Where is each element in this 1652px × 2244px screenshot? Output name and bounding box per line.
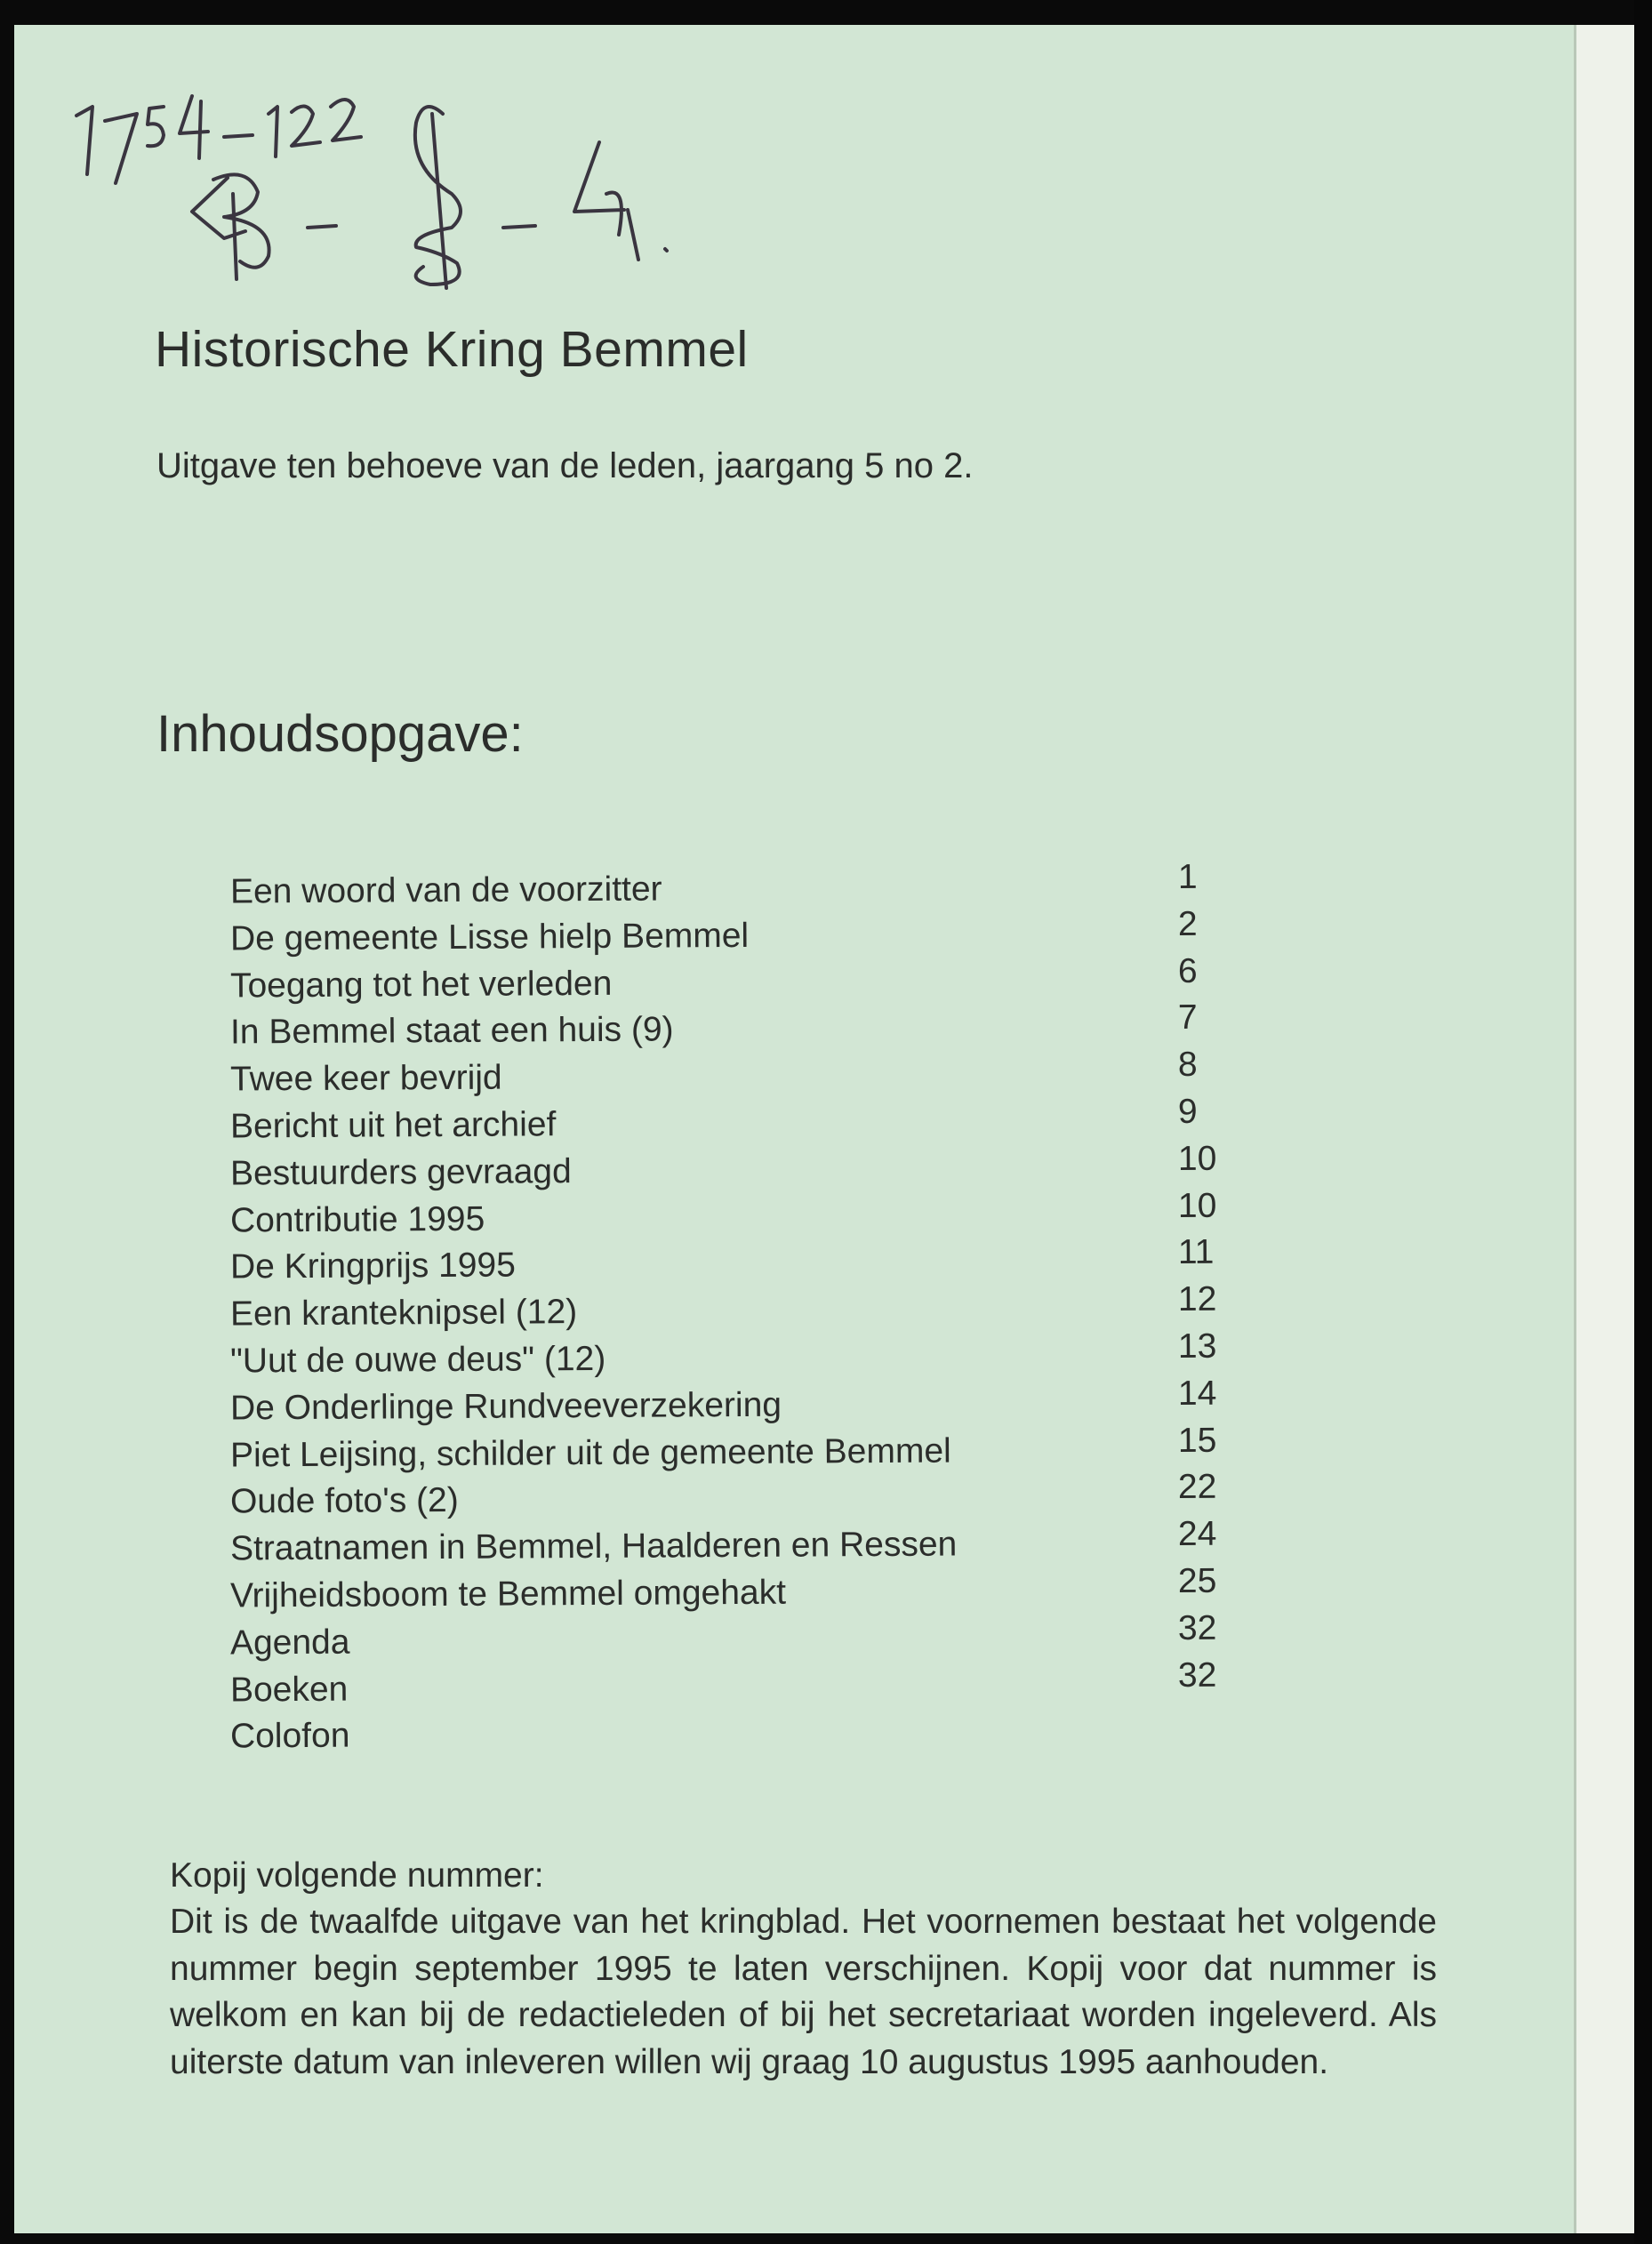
toc-entry-title: Agenda xyxy=(229,1623,350,1663)
toc-entry-page: 24 xyxy=(1177,1514,1217,1554)
toc-entry-page: 32 xyxy=(1177,1655,1217,1695)
toc-entry-title: Bericht uit het archief xyxy=(229,1105,557,1146)
toc-entry-page: 15 xyxy=(1177,1421,1217,1460)
toc-entry-page: 9 xyxy=(1177,1092,1198,1131)
toc-entry xyxy=(229,1421,1244,1479)
copy-deadline-text: Dit is de twaalfde uitgave van het kringblad. Het voornemen bestaat het volgende nummer begin september 1995 te laten verschijnen. Kopij voor dat nummer is welkom en kan bij de redactieleden of bij het secretariaat worden ingeleverd. Als uiterste datum van inleveren willen wij graag 10 augustus 1995 aanhouden. xyxy=(170,1903,1437,2081)
toc-entry xyxy=(230,1708,1244,1761)
toc-entry-title: Contributie 1995 xyxy=(229,1199,485,1240)
toc-entry-page: 12 xyxy=(1177,1279,1217,1319)
toc-entry xyxy=(229,1233,1244,1292)
handwritten-archive-mark xyxy=(50,60,690,301)
toc-entry xyxy=(229,951,1244,1010)
toc-entry-title: Boeken xyxy=(229,1670,349,1710)
toc-heading: Inhoudsopgave: xyxy=(156,705,524,763)
toc-entry xyxy=(229,1374,1244,1432)
toc-entry xyxy=(229,1279,1244,1339)
next-page-edge xyxy=(1574,25,1637,2233)
toc-entry xyxy=(229,1326,1244,1385)
toc-entry xyxy=(229,1561,1244,1620)
toc-entry xyxy=(229,998,1244,1057)
toc-entry-page: 14 xyxy=(1177,1374,1217,1413)
toc-entry-title: Oude foto's (2) xyxy=(229,1481,459,1521)
toc-entry-page: 1 xyxy=(1177,857,1198,896)
toc-entry-page: 11 xyxy=(1177,1233,1215,1272)
scan-border xyxy=(1634,0,1652,2244)
toc-entry-title: Een woord van de voorzitter xyxy=(229,870,662,911)
toc-entry xyxy=(229,1186,1244,1245)
toc-entry xyxy=(229,1092,1244,1151)
toc-entry-title: De gemeente Lisse hielp Bemmel xyxy=(229,916,750,958)
toc-entry-page: 25 xyxy=(1177,1561,1217,1600)
publication-subtitle: Uitgave ten behoeve van de leden, jaargang 5 no 2. xyxy=(156,446,974,485)
table-of-contents xyxy=(229,857,1244,1758)
toc-entry xyxy=(229,857,1244,917)
toc-entry-title: "Uut de ouwe deus" (12) xyxy=(229,1339,606,1381)
toc-entry-page: 7 xyxy=(1177,998,1198,1038)
toc-entry xyxy=(229,904,1244,963)
toc-entry-page: 22 xyxy=(1177,1468,1217,1507)
toc-entry-title: Vrijheidsboom te Bemmel omgehakt xyxy=(229,1573,787,1615)
toc-entry-page: 6 xyxy=(1177,951,1198,990)
toc-entry xyxy=(229,1608,1244,1667)
toc-entry-page: 2 xyxy=(1177,904,1198,943)
toc-entry-title: Piet Leijsing, schilder uit de gemeente Bemmel xyxy=(229,1431,951,1475)
toc-entry xyxy=(229,1046,1244,1104)
toc-entry-page: 10 xyxy=(1177,1186,1217,1225)
toc-entry-title: Straatnamen in Bemmel, Haalderen en Ressen xyxy=(229,1525,958,1568)
toc-entry-title: Twee keer bevrijd xyxy=(229,1058,502,1099)
document-page xyxy=(14,25,1588,2233)
toc-entry-title: De Onderlinge Rundveeverzekering xyxy=(229,1385,782,1428)
toc-entry xyxy=(229,1139,1244,1198)
toc-entry-title: Een kranteknipsel (12) xyxy=(229,1293,578,1334)
toc-entry-title: Colofon xyxy=(229,1717,350,1756)
copy-deadline-heading: Kopij volgende nummer: xyxy=(170,1856,544,1895)
toc-entry-page: 8 xyxy=(1177,1046,1198,1085)
toc-entry-title: Toegang tot het verleden xyxy=(229,964,613,1006)
toc-entry-page: 32 xyxy=(1177,1608,1217,1647)
publication-title: Historische Kring Bemmel xyxy=(155,321,749,378)
toc-entry xyxy=(229,1468,1244,1527)
toc-entry-title: Bestuurders gevraagd xyxy=(229,1151,572,1193)
toc-entry xyxy=(229,1514,1244,1574)
toc-entry-page: 10 xyxy=(1177,1139,1217,1178)
toc-entry-page: 13 xyxy=(1177,1326,1217,1366)
toc-entry-title: De Kringprijs 1995 xyxy=(229,1246,516,1286)
toc-entry-title: In Bemmel staat een huis (9) xyxy=(229,1010,674,1052)
toc-entry xyxy=(229,1655,1244,1714)
